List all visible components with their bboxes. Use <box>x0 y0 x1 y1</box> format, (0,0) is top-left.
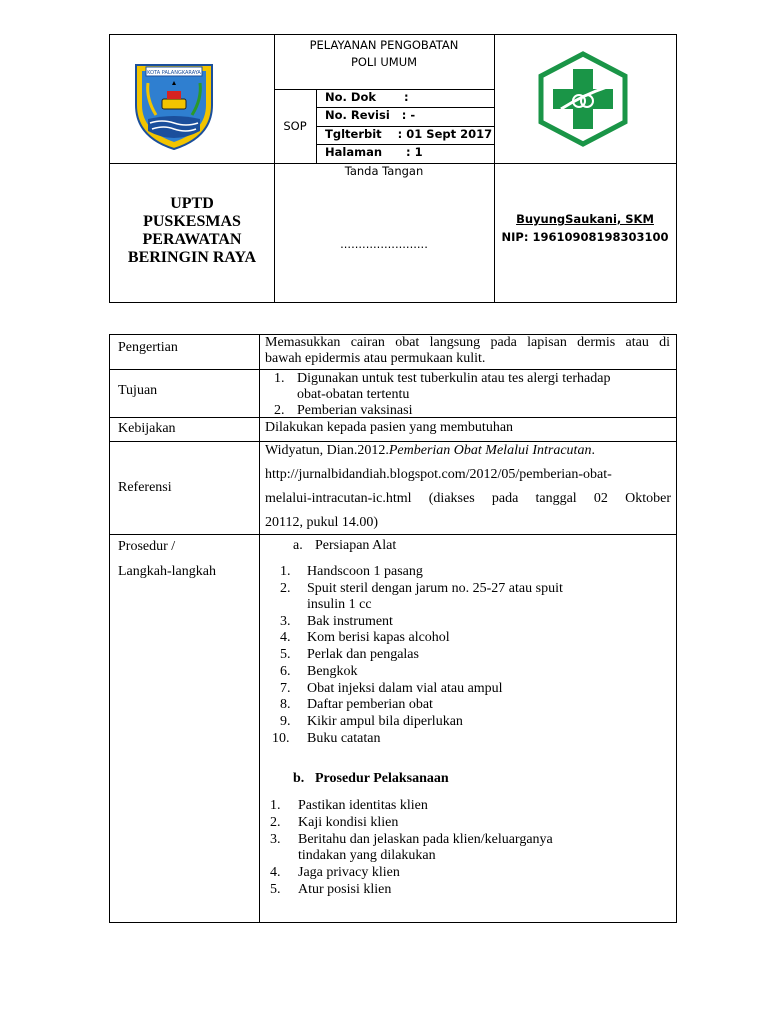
row-label-langkah: Langkah-langkah <box>118 564 216 579</box>
puskesmas-logo <box>536 51 630 147</box>
regional-logo <box>132 59 216 151</box>
org-line: PUSKESMAS <box>143 213 241 230</box>
organization-name <box>110 195 274 267</box>
list-item: Atur posisi klien <box>298 882 392 897</box>
row-label-kebijakan: Kebijakan <box>118 421 176 436</box>
divider <box>110 441 676 442</box>
section-title-persiapan: Persiapan Alat <box>315 538 397 553</box>
list-item: Bengkok <box>307 664 358 679</box>
reference-title: Pemberian Obat Melalui Intracutan <box>388 443 592 458</box>
issue-date: Tglterbit : 01 Sept 2017 <box>325 127 493 141</box>
list-item: Kikir ampul bila diperlukan <box>307 714 463 729</box>
doc-number: No. Dok : <box>325 90 409 104</box>
org-line: BERINGIN RAYA <box>127 249 257 266</box>
title-line: PELAYANAN PENGOBATAN <box>309 38 459 52</box>
list-item: Kom berisi kapas alcohol <box>307 630 450 645</box>
list-number: 3. <box>280 614 291 629</box>
alat-list <box>260 563 676 753</box>
list-number: 2. <box>270 815 281 830</box>
row-label-prosedur: Prosedur / <box>118 539 176 554</box>
reference-punct: . <box>591 443 595 458</box>
list-item: Handscoon 1 pasang <box>307 564 423 579</box>
list-item: Obat injeksi dalam vial atau ampul <box>307 681 503 696</box>
page-number: Halaman : 1 <box>325 145 423 159</box>
list-item: Pemberian vaksinasi <box>297 403 413 418</box>
list-item: tindakan yang dilakukan <box>298 848 436 863</box>
reference-line: melalui-intracutan-ic.html (diakses pada tanggal 02 Oktober <box>265 491 671 506</box>
org-line: PERAWATAN <box>142 231 242 248</box>
list-number: 5. <box>280 647 291 662</box>
kebijakan-text: Dilakukan kepada pasien yang membutuhan <box>265 420 514 435</box>
list-number: 2. <box>274 403 285 418</box>
sop-content-table <box>109 334 677 923</box>
text-line: Memasukkan cairan obat langsung pada lapisan dermis atau di <box>265 335 670 350</box>
list-item: Beritahu dan jelaskan pada klien/keluarganya <box>298 832 553 847</box>
health-cross-icon <box>536 51 630 147</box>
list-number: 6. <box>280 664 291 679</box>
section-title-pelaksanaan: Prosedur Pelaksanaan <box>315 771 449 786</box>
list-number: 8. <box>280 697 291 712</box>
pengertian-text <box>265 335 670 367</box>
list-number: 3. <box>270 832 281 847</box>
row-label-pengertian: Pengertian <box>118 340 178 355</box>
reference-line <box>265 443 595 459</box>
langkah-list <box>260 797 676 901</box>
list-number: 1. <box>270 798 281 813</box>
list-item: Jaga privacy klien <box>298 865 400 880</box>
divider <box>110 534 676 535</box>
list-item: Daftar pemberian obat <box>307 697 433 712</box>
signer-name: BuyungSaukani, SKM <box>516 212 654 226</box>
svg-text:KOTA PALANGKARAYA: KOTA PALANGKARAYA <box>147 70 201 76</box>
list-number: 9. <box>280 714 291 729</box>
list-number: 4. <box>280 630 291 645</box>
title-line: POLI UMUM <box>350 55 418 69</box>
section-marker: a. <box>293 538 303 553</box>
list-number: 10. <box>272 731 290 746</box>
row-label-tujuan: Tujuan <box>118 383 158 398</box>
revision-number: No. Revisi : - <box>325 108 416 122</box>
text-line: bawah epidermis atau permukaan kulit. <box>265 351 486 366</box>
list-item: Bak instrument <box>307 614 393 629</box>
tujuan-list <box>260 370 676 417</box>
row-label-referensi: Referensi <box>118 480 172 495</box>
list-number: 7. <box>280 681 291 696</box>
section-marker: b. <box>293 771 305 786</box>
sop-label: SOP <box>283 119 307 133</box>
list-item: Spuit steril dengan jarum no. 25-27 atau spuit <box>307 581 563 596</box>
document-meta <box>316 89 494 163</box>
list-number: 5. <box>270 882 281 897</box>
list-item: Buku catatan <box>307 731 381 746</box>
regional-crest-icon <box>132 59 216 151</box>
sop-header <box>109 34 677 303</box>
list-number: 2. <box>280 581 291 596</box>
divider <box>494 35 495 303</box>
list-item: Digunakan untuk test tuberkulin atau tes alergi terhadap <box>297 371 611 386</box>
signature-label: Tanda Tangan <box>344 164 424 178</box>
list-number: 1. <box>274 371 285 386</box>
reference-author: Widyatun, Dian.2012. <box>265 443 389 458</box>
org-line: UPTD <box>170 195 214 212</box>
list-item: Kaji kondisi klien <box>298 815 399 830</box>
list-item: obat-obatan tertentu <box>297 387 410 402</box>
signature-line: ........................ <box>340 237 428 251</box>
signer-nip: NIP: 19610908198303100 <box>501 230 669 244</box>
list-number: 1. <box>280 564 291 579</box>
reference-url: http://jurnalbidandiah.blogspot.com/2012/05/pemberian-obat- <box>265 467 612 482</box>
reference-line: 20112, pukul 14.00) <box>265 515 379 530</box>
list-item: Pastikan identitas klien <box>298 798 428 813</box>
document-title <box>274 37 494 71</box>
list-item: insulin 1 cc <box>307 597 372 612</box>
list-number: 4. <box>270 865 281 880</box>
list-item: Perlak dan pengalas <box>307 647 419 662</box>
